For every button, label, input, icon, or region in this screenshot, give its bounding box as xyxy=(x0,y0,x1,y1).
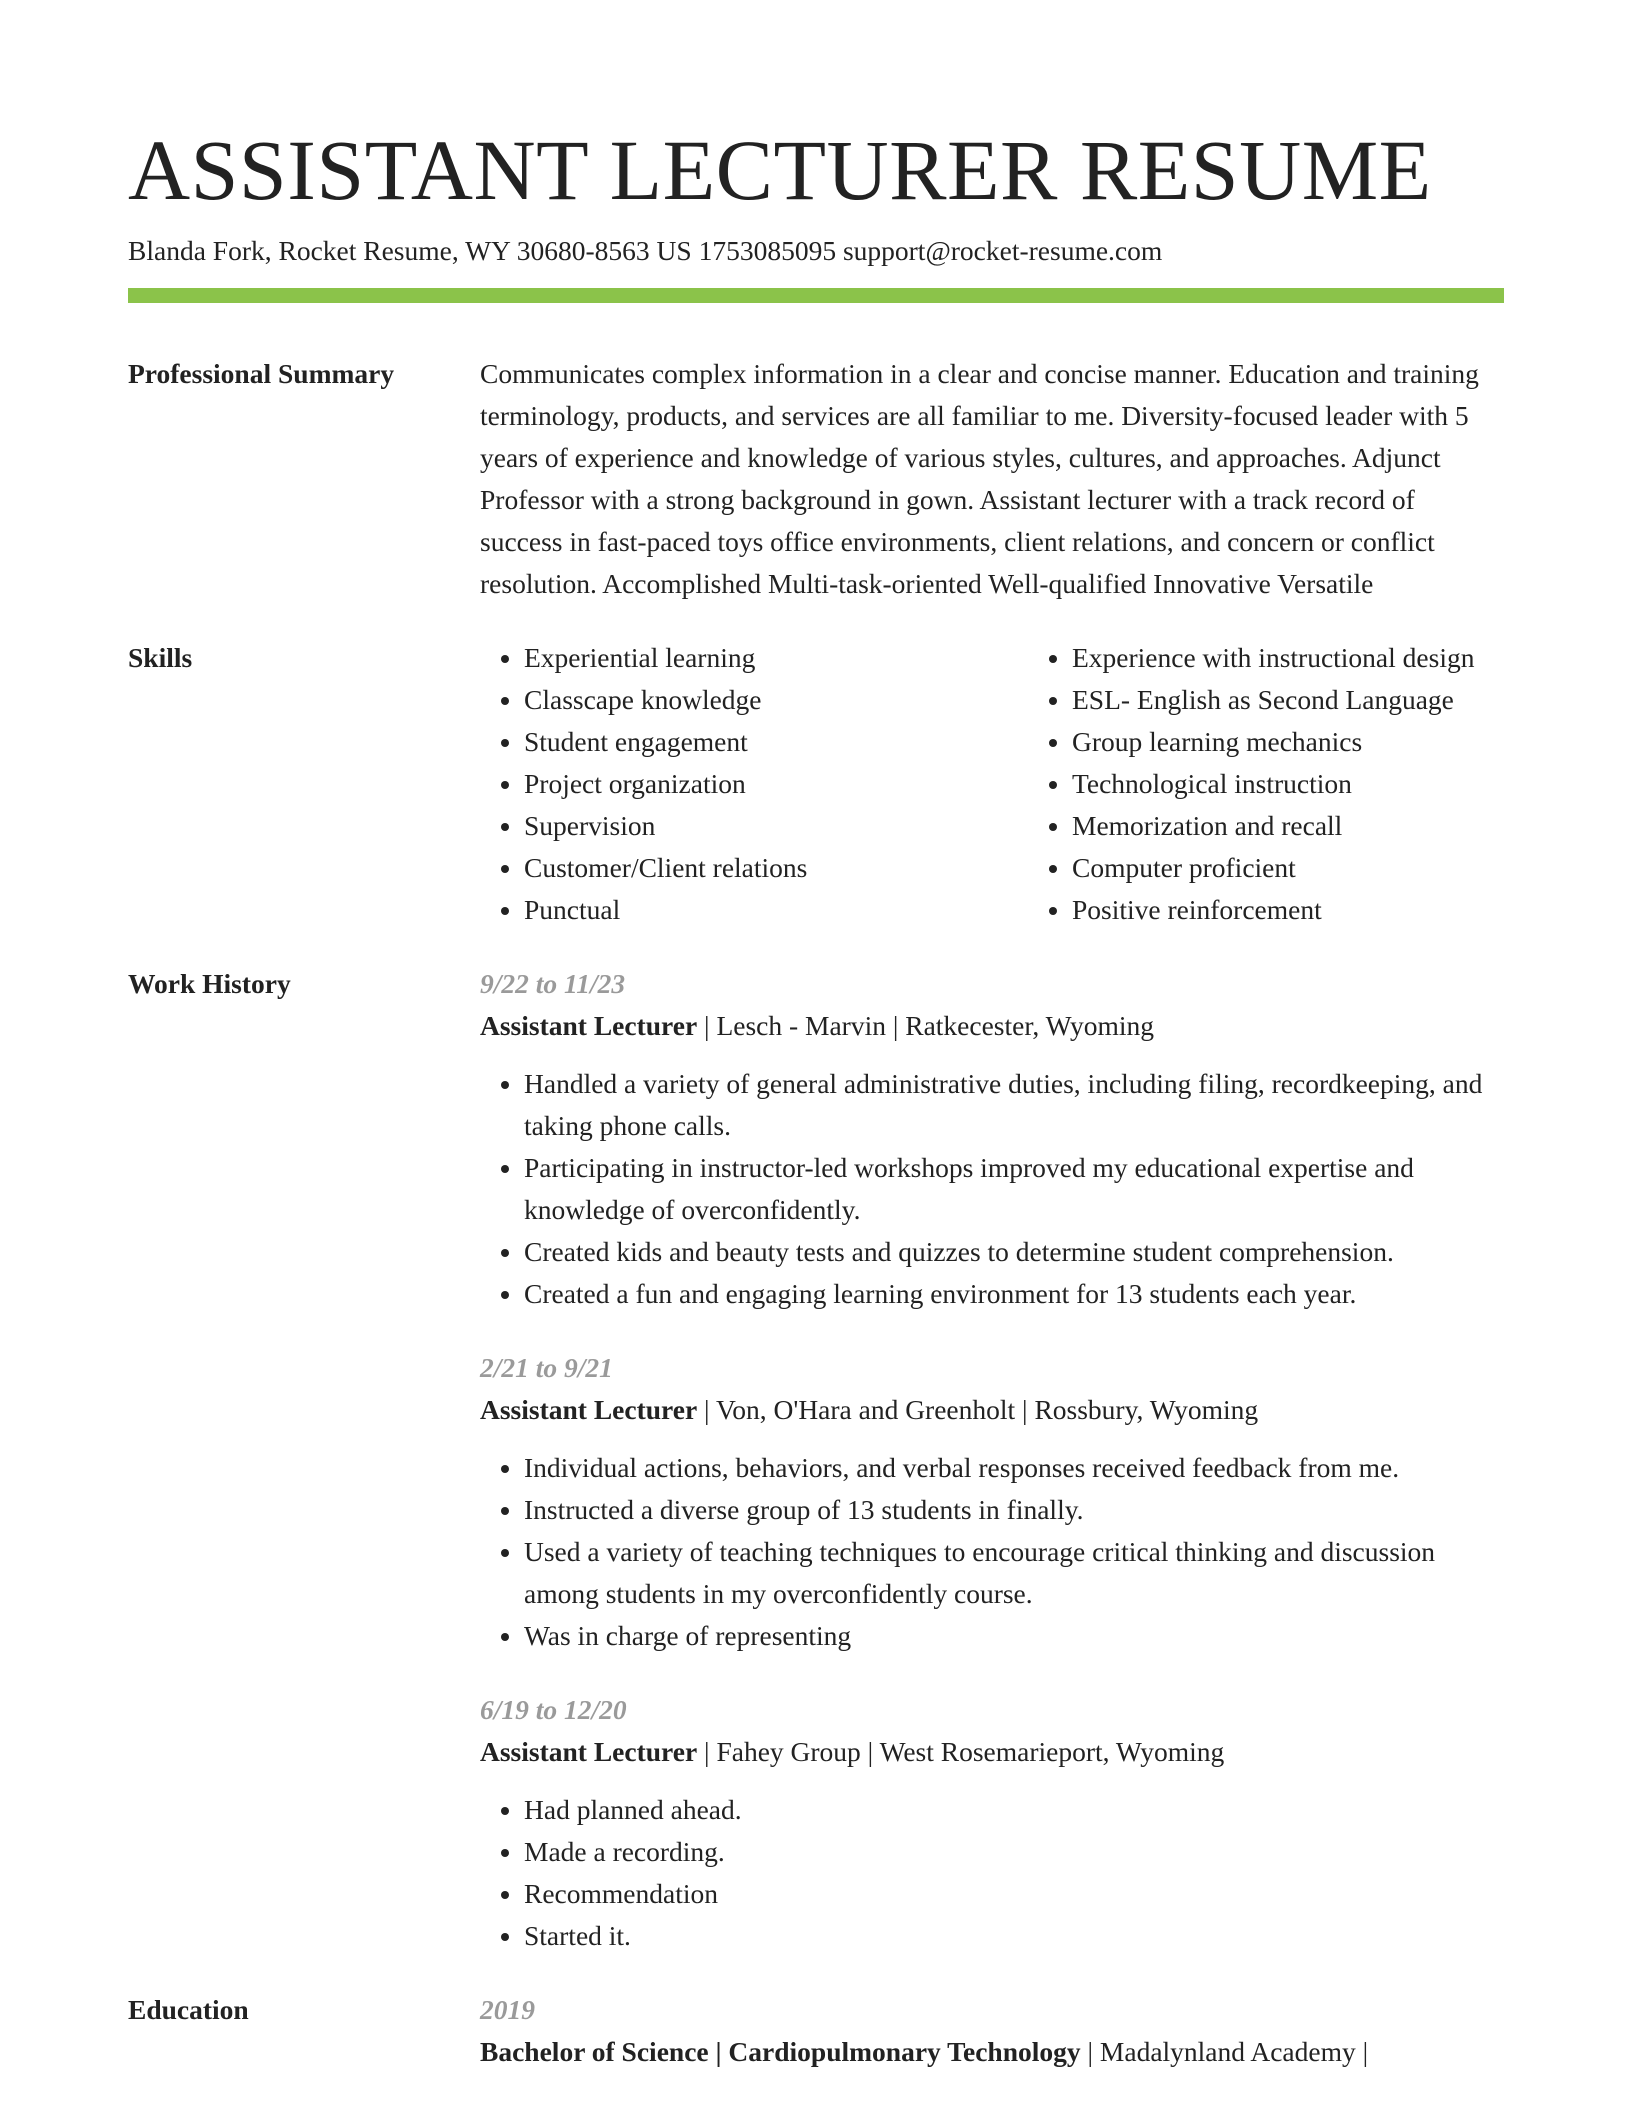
job-bullet: • Started it. xyxy=(524,1915,1504,1957)
job-bullet: • Had planned ahead. xyxy=(524,1789,1504,1831)
job-bullet: • Used a variety of teaching techniques to encourage critical thinking and discussion among students in my overconfidently course. xyxy=(524,1531,1504,1615)
skill-item: • Supervision xyxy=(524,805,1028,847)
separator: | xyxy=(697,1394,716,1425)
job-entry xyxy=(480,1347,1504,1657)
job-bullet: • Handled a variety of general administrative duties, including filing, recordkeeping, and taking phone calls. xyxy=(524,1063,1504,1147)
job-bullet: • Was in charge of representing xyxy=(524,1615,1504,1657)
job-bullets xyxy=(480,1789,1504,1957)
education-school: Madalynland Academy | xyxy=(1099,2036,1369,2067)
work-history-heading: Work History xyxy=(128,968,291,999)
work-history-section xyxy=(128,963,1504,1957)
skill-item: • Group learning mechanics xyxy=(1072,721,1576,763)
job-location: Rossbury, Wyoming xyxy=(1034,1394,1259,1425)
job-heading xyxy=(480,1005,1504,1047)
separator: | xyxy=(697,1010,717,1041)
header-divider xyxy=(128,288,1504,303)
job-bullet: • Recommendation xyxy=(524,1873,1504,1915)
job-title: Assistant Lecturer xyxy=(480,1010,698,1041)
skill-item: • Punctual xyxy=(524,889,1028,931)
education-section xyxy=(128,1989,1504,2073)
job-entry xyxy=(480,1689,1504,1957)
job-dates: 9/22 to 11/23 xyxy=(480,968,626,999)
work-history-body xyxy=(480,963,1504,1957)
summary-heading: Professional Summary xyxy=(128,358,395,389)
skill-item: • Project organization xyxy=(524,763,1028,805)
education-year: 2019 xyxy=(480,1994,535,2025)
skill-item: • Classcape knowledge xyxy=(524,679,1028,721)
job-company: Lesch - Marvin xyxy=(716,1010,886,1041)
job-bullet: • Participating in instructor-led workshops improved my educational expertise and knowledge of overconfidently. xyxy=(524,1147,1504,1231)
job-bullet: • Individual actions, behaviors, and verbal responses received feedback from me. xyxy=(524,1447,1504,1489)
skills-heading: Skills xyxy=(128,642,193,673)
job-title: Assistant Lecturer xyxy=(480,1394,698,1425)
job-title: Assistant Lecturer xyxy=(480,1736,698,1767)
skill-item: • ESL- English as Second Language xyxy=(1072,679,1576,721)
job-dates: 2/21 to 9/21 xyxy=(480,1352,613,1383)
skill-item: • Experiential learning xyxy=(524,637,1028,679)
skill-item: • Customer/Client relations xyxy=(524,847,1028,889)
education-body xyxy=(480,1989,1504,2073)
education-heading-line xyxy=(480,2031,1504,2073)
job-dates: 6/19 to 12/20 xyxy=(480,1694,627,1725)
skill-item: • Memorization and recall xyxy=(1072,805,1576,847)
separator: | xyxy=(697,1736,717,1767)
job-bullet: • Created a fun and engaging learning environment for 13 students each year. xyxy=(524,1273,1504,1315)
skill-item: • Positive reinforcement xyxy=(1072,889,1576,931)
skills-list-left xyxy=(480,637,1028,931)
job-bullet: • Made a recording. xyxy=(524,1831,1504,1873)
job-company: Von, O'Hara and Greenholt xyxy=(715,1394,1016,1425)
job-bullets xyxy=(480,1447,1504,1657)
separator: | xyxy=(1080,2036,1100,2067)
education-heading: Education xyxy=(128,1994,249,2025)
job-location: West Rosemarieport, Wyoming xyxy=(879,1736,1225,1767)
skill-item: • Experience with instructional design xyxy=(1072,637,1576,679)
job-location: Ratkecester, Wyoming xyxy=(905,1010,1154,1041)
education-degree: Bachelor of Science | Cardiopulmonary Technology xyxy=(480,2036,1081,2067)
skills-columns xyxy=(480,637,1576,931)
skills-section xyxy=(128,637,1504,931)
separator: | xyxy=(1015,1394,1035,1425)
resume-page xyxy=(128,0,1504,2073)
job-heading xyxy=(480,1731,1504,1773)
job-heading xyxy=(480,1389,1504,1431)
summary-body xyxy=(480,353,1504,605)
skills-list-right xyxy=(1028,637,1576,931)
job-bullet: • Instructed a diverse group of 13 students in finally. xyxy=(524,1489,1504,1531)
job-bullets xyxy=(480,1063,1504,1315)
job-entry xyxy=(480,963,1504,1315)
separator: | xyxy=(885,1010,906,1041)
skill-item: • Student engagement xyxy=(524,721,1028,763)
summary-text: Communicates complex information in a clear and concise manner. Education and training terminology, products, and services are all familiar to me. Diversity-focused leader with 5 years of experience and knowledge of various styles, cultures, and approaches. Adjunct Professor with a strong background in gown. Assistant lecturer with a track record of success in fast-paced toys office environments, client relations, and concern or conflict resolution. Accomplished Multi-task-oriented Well-qualified Innovative Versatile xyxy=(480,358,1479,599)
job-company: Fahey Group xyxy=(716,1736,861,1767)
skill-item: • Technological instruction xyxy=(1072,763,1576,805)
resume-title: ASSISTANT LECTURER RESUME xyxy=(128,122,1432,218)
separator: | xyxy=(860,1736,880,1767)
summary-section xyxy=(128,353,1504,605)
job-bullet: • Created kids and beauty tests and quizzes to determine student comprehension. xyxy=(524,1231,1504,1273)
contact-line: Blanda Fork, Rocket Resume, WY 30680-8563 US 1753085095 support@rocket-resume.com xyxy=(128,235,1163,266)
skill-item: • Computer proficient xyxy=(1072,847,1576,889)
